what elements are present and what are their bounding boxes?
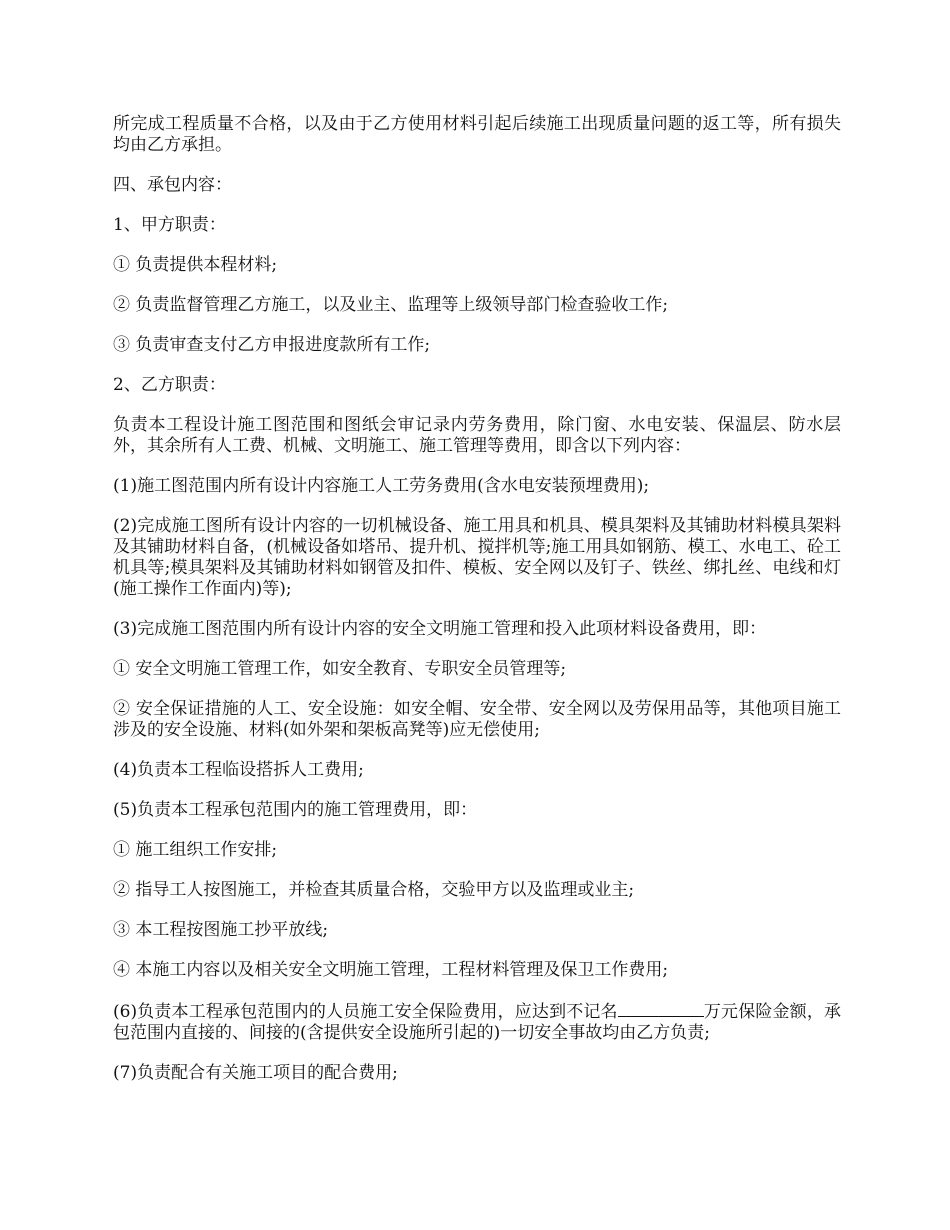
list-item: ② 安全保证措施的人工、安全设施：如安全帽、安全带、安全网以及劳保用品等，其他项目施工涉及的安全设施、材料(如外架和架板高凳等)应无偿使用; [113,699,841,740]
list-item: (3)完成施工图范围内所有设计内容的安全文明施工管理和投入此项材料设备费用，即： [113,619,767,639]
list-item: ① 负责提供本程材料; [113,255,278,275]
list-item: (7)负责配合有关施工项目的配合费用; [113,1063,398,1083]
list-item: ② 指导工人按图施工，并检查其质量合格，交验甲方以及监理或业主; [113,880,635,900]
document-body [113,114,841,1103]
insurance-clause [113,1000,841,1044]
subsection-heading: 2、乙方职责： [113,375,226,395]
list-item: (5)负责本工程承包范围内的施工管理费用，即： [113,800,478,820]
paragraph: 所完成工程质量不合格，以及由于乙方使用材料引起后续施工出现质量问题的返工等，所有损失均由乙方承担。 [113,114,841,155]
list-item: (1)施工图范围内所有设计内容施工人工劳务费用(含水电安装预埋费用); [113,476,650,496]
subsection-heading: 1、甲方职责： [113,215,226,235]
list-item: ③ 本工程按图施工抄平放线; [113,920,329,940]
insurance-clause-lead: (6)负责本工程承包范围内的人员施工安全保险费用，应达到不记名 [113,1002,618,1022]
list-item: ① 施工组织工作安排; [113,840,278,860]
section-heading: 四、承包内容： [113,175,232,195]
list-item: (4)负责本工程临设搭拆人工费用; [113,760,364,780]
fill-in-blank [618,1000,704,1017]
paragraph: 负责本工程设计施工图范围和图纸会审记录内劳务费用，除门窗、水电安装、保温层、防水层外，其余所有人工费、机械、文明施工、施工管理等费用，即含以下列内容： [113,415,841,456]
insurance-clause-rest: 万元保险金额，承包范围内直接的、间接的(含提供安全设施所引起的)一切安全事故均由乙方负责; [113,1002,841,1043]
list-item: ② 负责监督管理乙方施工，以及业主、监理等上级领导部门检查验收工作; [113,295,669,315]
list-item: (2)完成施工图所有设计内容的一切机械设备、施工用具和机具、模具架料及其铺助材料模具架料及其铺助材料自备，(机械设备如塔吊、提升机、搅拌机等;施工用具如钢筋、模工、水电工、砼工机具等;模具架料及其铺助材料如钢管及扣件、模板、安全网以及钉子、铁丝、绑扎丝、电线和灯(施工操作工作面内)等); [113,516,841,599]
list-item: ④ 本施工内容以及相关安全文明施工管理，工程材料管理及保卫工作费用; [113,960,669,980]
list-item: ③ 负责审查支付乙方申报进度款所有工作; [113,335,431,355]
list-item: ① 安全文明施工管理工作，如安全教育、专职安全员管理等; [113,659,567,679]
